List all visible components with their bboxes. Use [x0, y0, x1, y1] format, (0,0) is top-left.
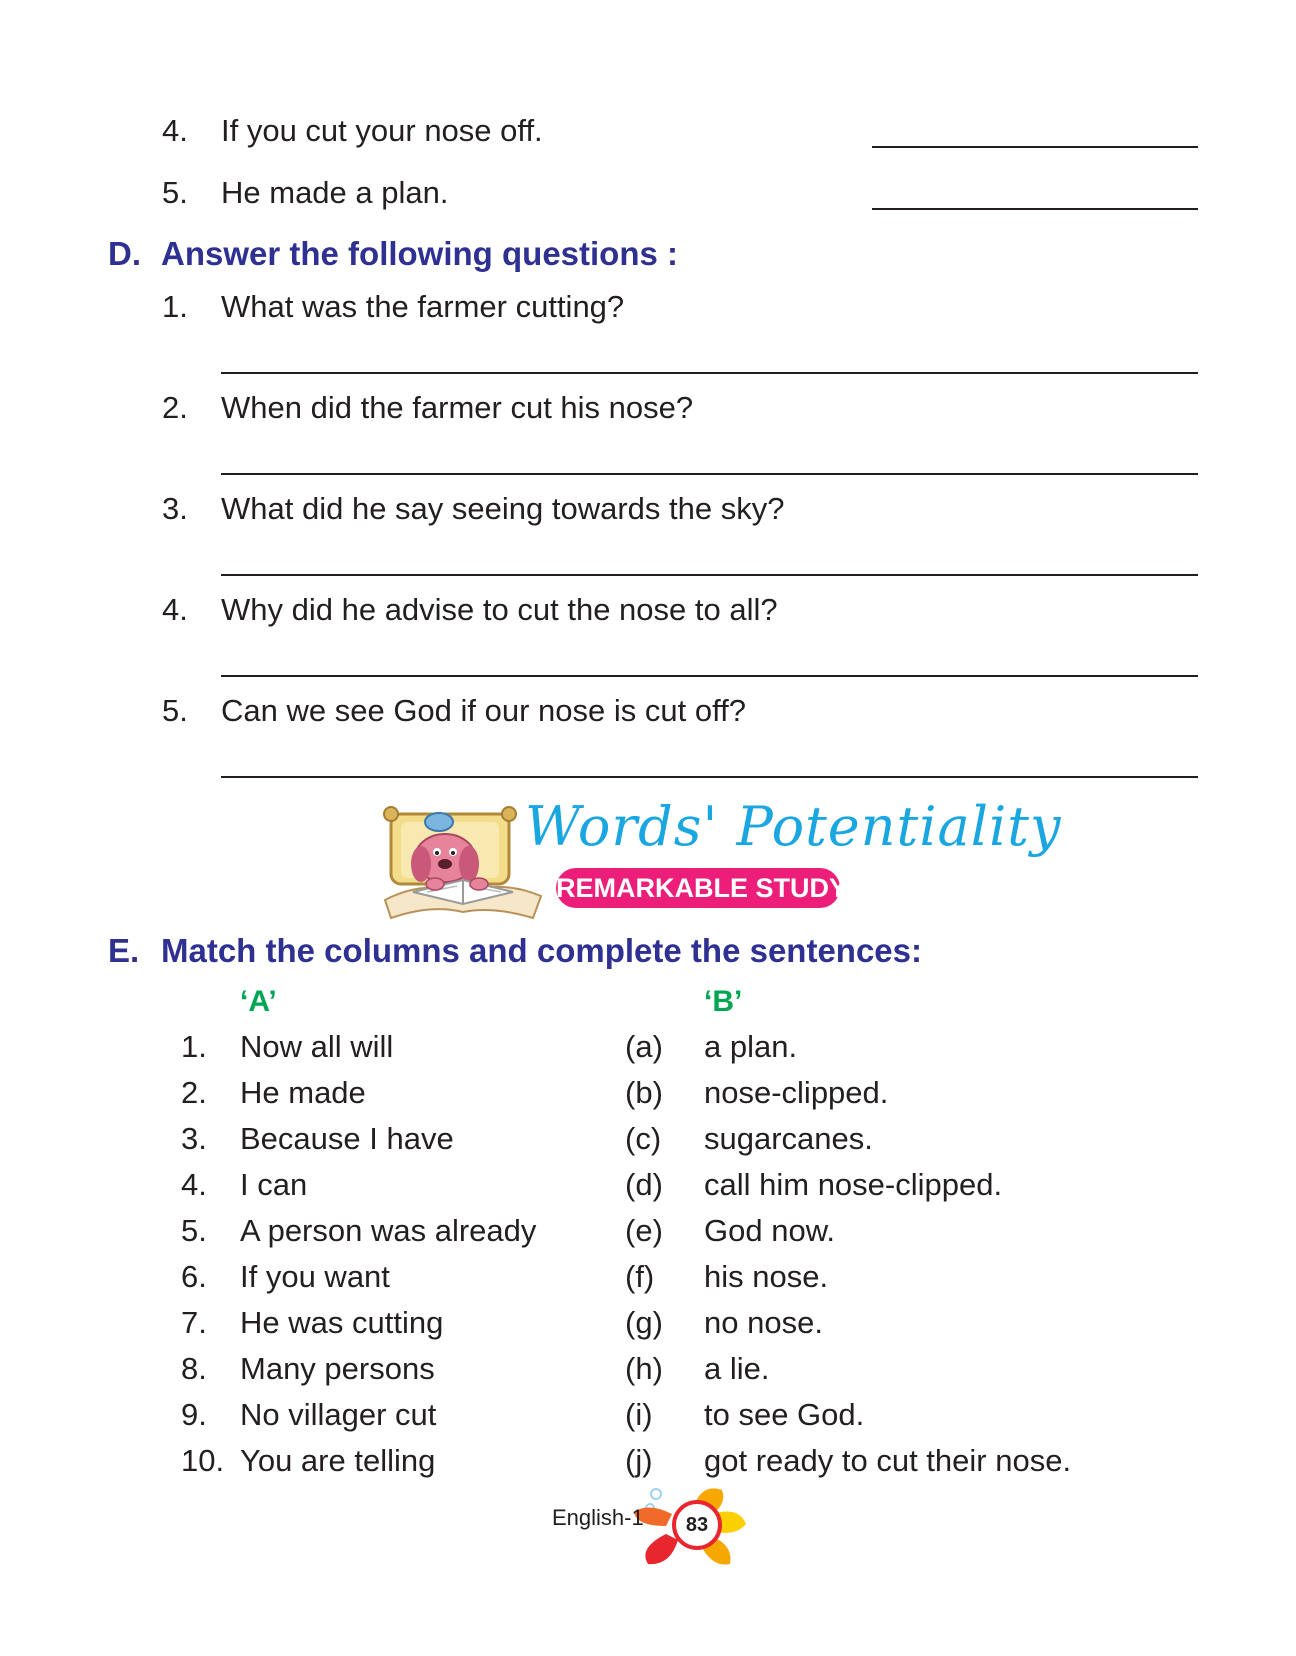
column-b-text: to see God. [704, 1397, 865, 1432]
section-letter: E. [108, 932, 140, 969]
row-number: 7. [181, 1305, 207, 1340]
column-b-text: no nose. [704, 1305, 823, 1340]
column-b-letter: (h) [625, 1351, 663, 1386]
answer-blank[interactable] [872, 146, 1198, 148]
banner-title: Words' Potentiality [525, 795, 1062, 858]
column-b-text: sugarcanes. [704, 1121, 873, 1156]
question-text: When did the farmer cut his nose? [221, 390, 694, 425]
banner-subtitle-pill: REMARKABLE STUDY [556, 868, 840, 908]
answer-blank[interactable] [872, 208, 1198, 210]
row-number: 8. [181, 1351, 207, 1386]
section-letter: D. [108, 235, 141, 272]
section-d-heading [108, 234, 678, 274]
question-text: What was the farmer cutting? [221, 289, 625, 324]
column-a-text: Many persons [240, 1351, 435, 1386]
column-a-text: Because I have [240, 1121, 454, 1156]
section-e-heading [108, 931, 922, 971]
question-number: 1. [162, 289, 188, 324]
item-text: If you cut your nose off. [221, 113, 543, 148]
column-b-letter: (d) [625, 1167, 663, 1202]
column-b-letter: (c) [625, 1121, 662, 1156]
row-number: 10. [181, 1443, 225, 1478]
answer-line[interactable] [221, 574, 1198, 576]
row-number: 4. [181, 1167, 207, 1202]
answer-line[interactable] [221, 675, 1198, 677]
column-b-text: got ready to cut their nose. [704, 1443, 1072, 1478]
column-b-letter: (b) [625, 1075, 663, 1110]
question-text: What did he say seeing towards the sky? [221, 491, 785, 526]
row-number: 5. [181, 1213, 207, 1248]
item-number: 4. [162, 113, 188, 148]
column-a-text: I can [240, 1167, 308, 1202]
question-number: 3. [162, 491, 188, 526]
question-text: Why did he advise to cut the nose to all? [221, 592, 778, 627]
column-b-letter: (e) [625, 1213, 663, 1248]
column-a-text: If you want [240, 1259, 390, 1294]
question-number: 2. [162, 390, 188, 425]
question-number: 5. [162, 693, 188, 728]
column-a-text: Now all will [240, 1029, 394, 1064]
column-b-text: call him nose-clipped. [704, 1167, 1003, 1202]
column-b-letter: (f) [625, 1259, 655, 1294]
row-number: 2. [181, 1075, 207, 1110]
section-title: Match the columns and complete the sentences: [161, 932, 922, 969]
column-a-text: You are telling [240, 1443, 436, 1478]
column-a-text: No villager cut [240, 1397, 437, 1432]
column-b-letter: (a) [625, 1029, 663, 1064]
column-b-text: God now. [704, 1213, 835, 1248]
column-a-heading: ‘A’ [240, 985, 277, 1018]
column-b-letter: (i) [625, 1397, 653, 1432]
question-number: 4. [162, 592, 188, 627]
page-number: 83 [672, 1500, 722, 1550]
column-a-text: He was cutting [240, 1305, 444, 1340]
column-b-text: his nose. [704, 1259, 829, 1294]
column-a-text: A person was already [240, 1213, 537, 1248]
row-number: 6. [181, 1259, 207, 1294]
column-b-letter: (j) [625, 1443, 653, 1478]
column-b-text: a lie. [704, 1351, 770, 1386]
item-number: 5. [162, 175, 188, 210]
item-text: He made a plan. [221, 175, 449, 210]
answer-line[interactable] [221, 372, 1198, 374]
column-b-heading: ‘B’ [704, 985, 743, 1018]
book-title: English-1 [552, 1505, 644, 1530]
row-number: 3. [181, 1121, 207, 1156]
question-text: Can we see God if our nose is cut off? [221, 693, 747, 728]
row-number: 9. [181, 1397, 207, 1432]
column-b-text: nose-clipped. [704, 1075, 889, 1110]
column-a-text: He made [240, 1075, 366, 1110]
column-b-text: a plan. [704, 1029, 798, 1064]
answer-line[interactable] [221, 473, 1198, 475]
section-title: Answer the following questions : [161, 235, 679, 272]
column-b-letter: (g) [625, 1305, 663, 1340]
row-number: 1. [181, 1029, 207, 1064]
answer-line[interactable] [221, 776, 1198, 778]
dog-reading-book-icon [383, 800, 543, 920]
